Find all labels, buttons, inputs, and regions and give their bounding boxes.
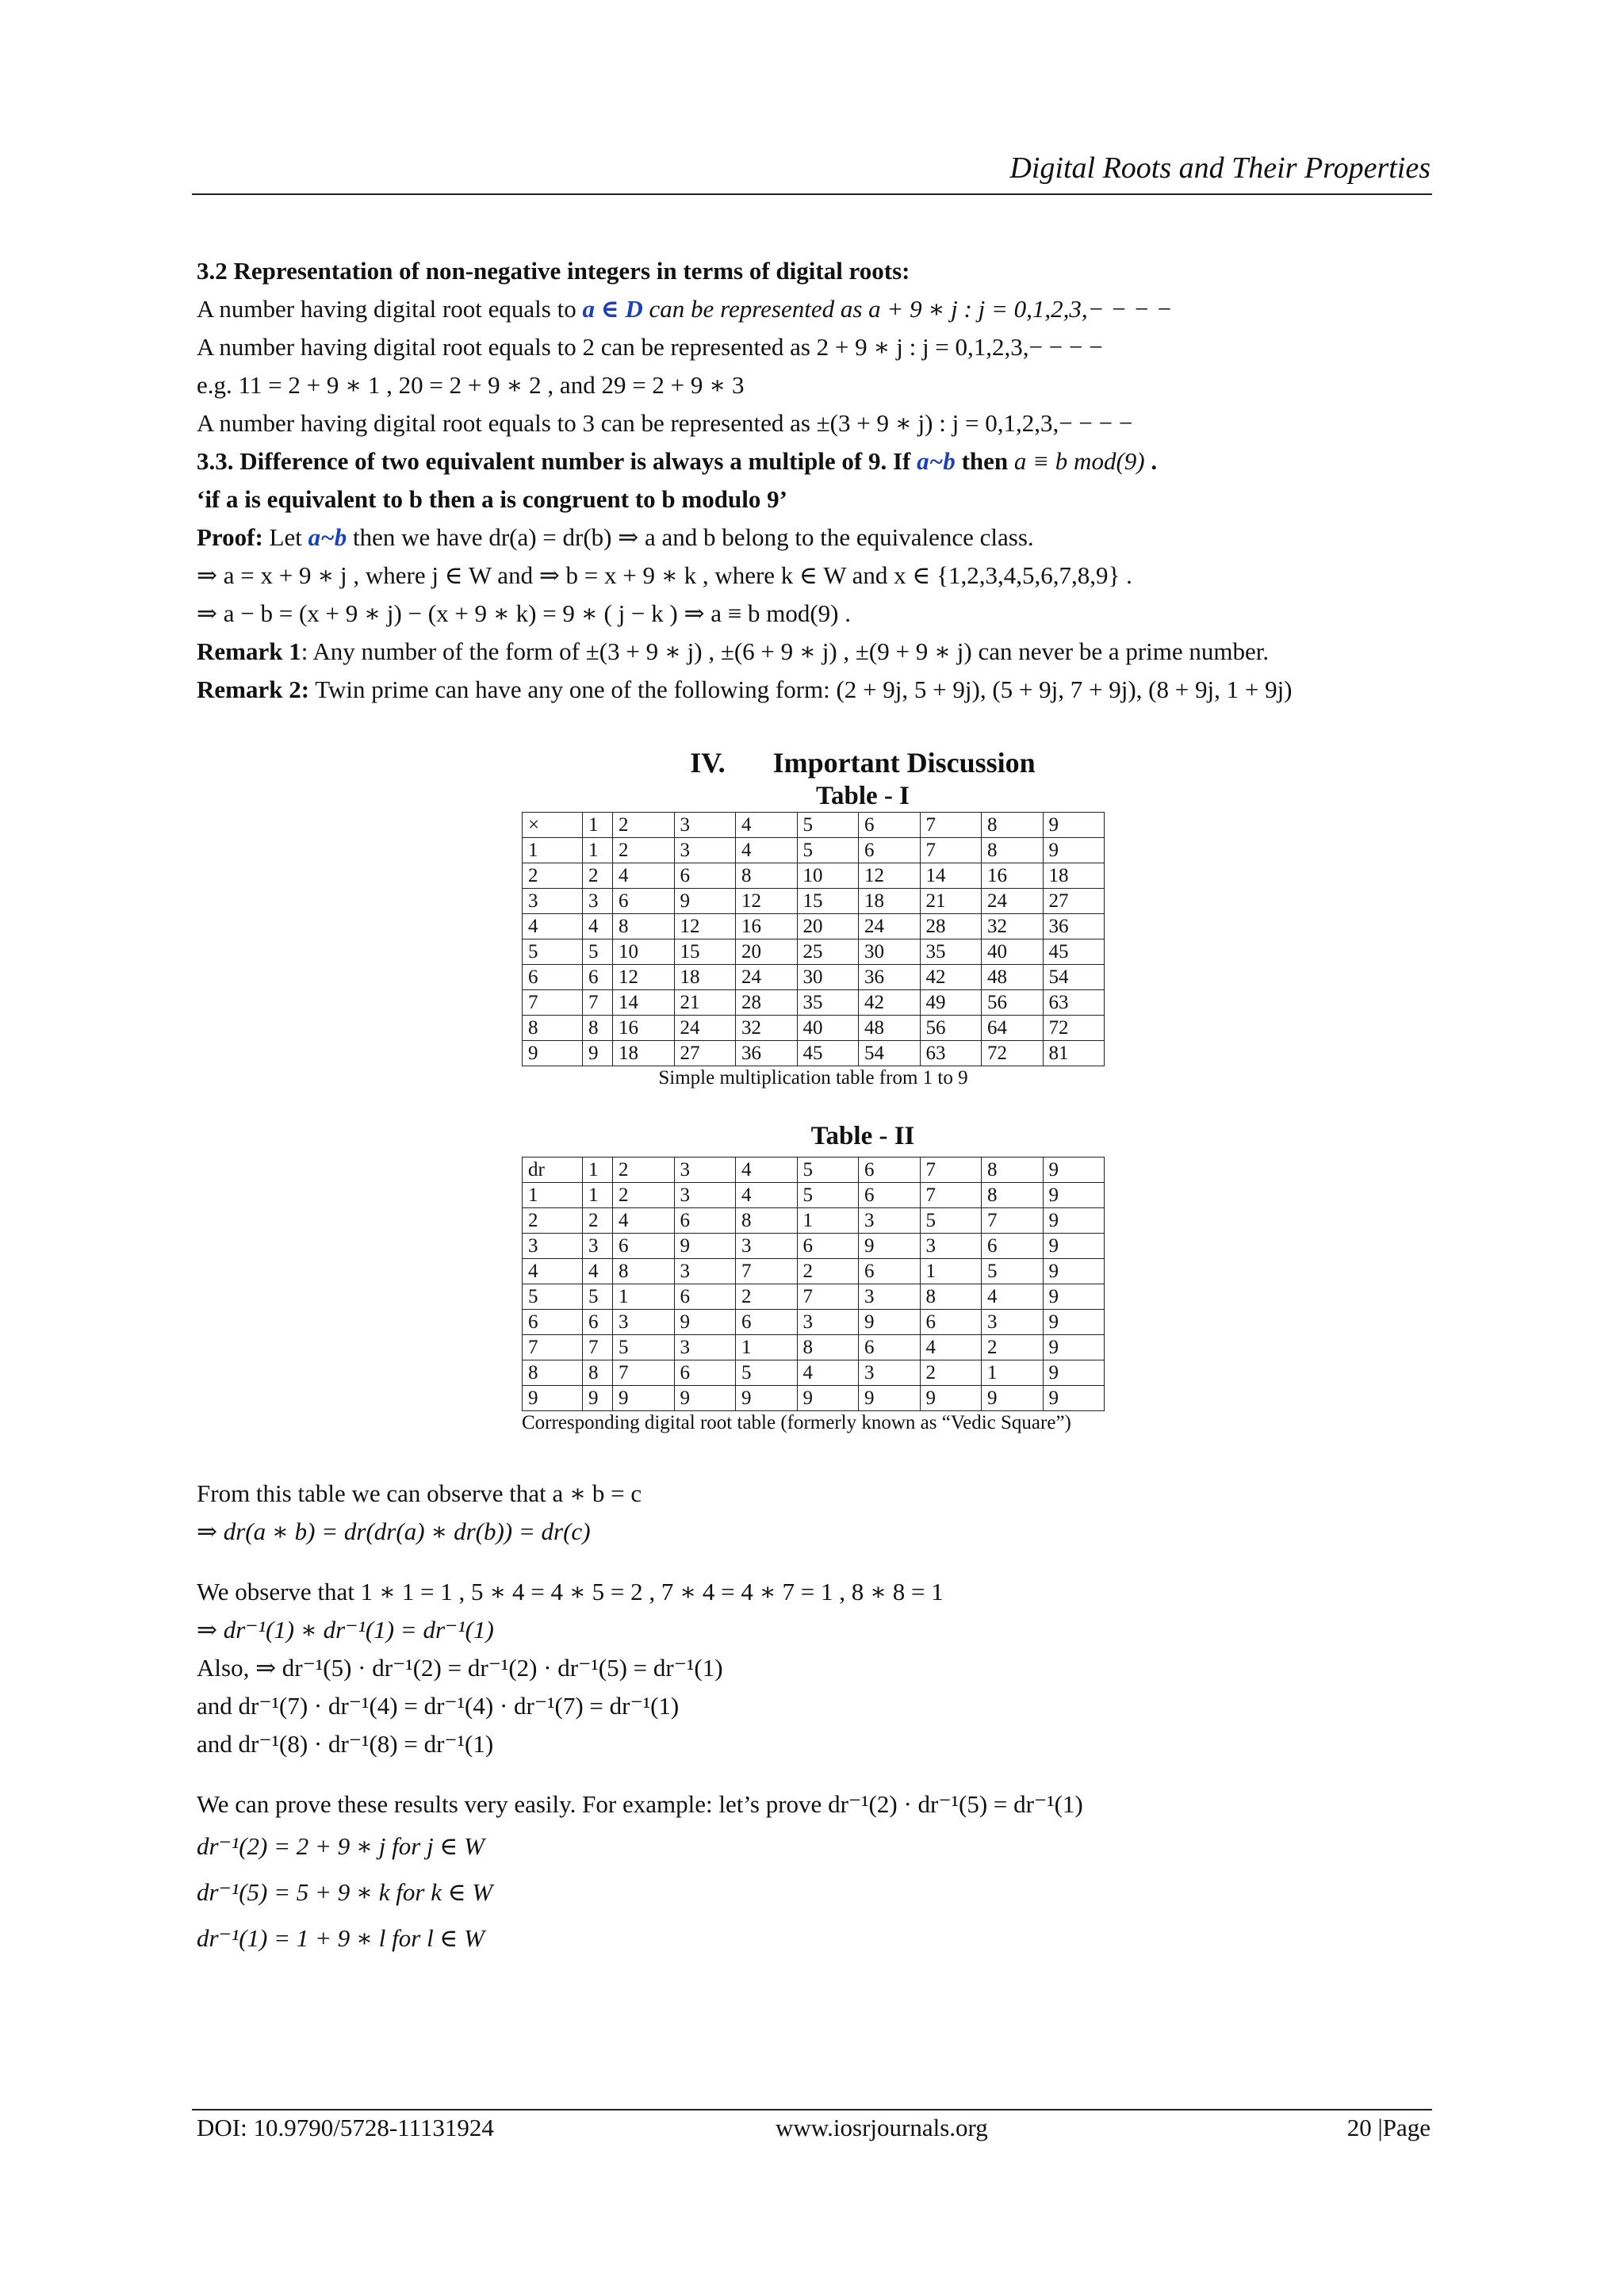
table-cell: 3 xyxy=(583,889,613,914)
table-cell: 8 xyxy=(736,863,798,889)
table-cell: 7 xyxy=(920,1158,982,1183)
table-row xyxy=(523,1041,1105,1066)
table-cell: 81 xyxy=(1043,1041,1105,1066)
table-cell: 5 xyxy=(736,1360,798,1386)
table-cell: 6 xyxy=(583,1310,613,1335)
table-cell: 6 xyxy=(859,1335,921,1360)
table-cell: 3 xyxy=(736,1234,798,1259)
obs-line-8: We can prove these results very easily. For example: let’s prove dr⁻¹(2) · dr⁻¹(5) = dr⁻¹(1) xyxy=(197,1790,1083,1818)
obs-line-4: ⇒ dr⁻¹(1) ∗ dr⁻¹(1) = dr⁻¹(1) xyxy=(197,1616,494,1644)
table-cell: 8 xyxy=(920,1284,982,1310)
table-cell: 8 xyxy=(583,1360,613,1386)
table-cell: 9 xyxy=(1043,1284,1105,1310)
table-cell: 3 xyxy=(797,1310,859,1335)
table-cell: 8 xyxy=(613,914,675,939)
table-cell: 24 xyxy=(982,889,1044,914)
table-cell: 5 xyxy=(797,838,859,863)
table-cell: 56 xyxy=(982,990,1044,1016)
table-1-caption: Simple multiplication table from 1 to 9 xyxy=(658,1067,968,1089)
remark-2 xyxy=(197,671,1434,709)
sec33-heading-end: . xyxy=(1144,447,1158,475)
table-row xyxy=(523,889,1105,914)
table-cell: 4 xyxy=(583,1259,613,1284)
table-cell: 9 xyxy=(1043,838,1105,863)
header-rule xyxy=(192,193,1432,195)
table-cell: 1 xyxy=(613,1284,675,1310)
table-cell: 9 xyxy=(674,889,736,914)
table-cell: 49 xyxy=(920,990,982,1016)
table-cell: 30 xyxy=(859,939,921,965)
footer-page-number: 20 |Page xyxy=(1346,2114,1431,2141)
sec32-line-2: A number having digital root equals to 2 can be represented as 2 + 9 ∗ j : j = 0,1,2,3,− − − − xyxy=(197,333,1103,361)
table-cell: 1 xyxy=(523,838,583,863)
table-cell: 8 xyxy=(982,838,1044,863)
table-cell: 12 xyxy=(674,914,736,939)
footer-rule xyxy=(192,2109,1432,2110)
table-cell: 4 xyxy=(583,914,613,939)
obs-line-2: ⇒ dr(a ∗ b) = dr(dr(a) ∗ dr(b)) = dr(c) xyxy=(197,1517,591,1545)
table-cell: 32 xyxy=(736,1016,798,1041)
table-cell: 12 xyxy=(613,965,675,990)
table-cell: 1 xyxy=(982,1360,1044,1386)
sec33-heading-then: then xyxy=(955,447,1014,475)
remark-2-label: Remark 2: xyxy=(197,675,310,703)
proof-let: Let xyxy=(262,523,308,551)
table-cell: 5 xyxy=(797,813,859,838)
table-cell: 2 xyxy=(797,1259,859,1284)
table-cell: 48 xyxy=(859,1016,921,1041)
table-cell: 9 xyxy=(674,1310,736,1335)
table-cell: 18 xyxy=(674,965,736,990)
table-cell: 12 xyxy=(859,863,921,889)
footer-doi: DOI: 10.9790/5728-11131924 xyxy=(197,2114,494,2141)
table-cell: 1 xyxy=(583,1158,613,1183)
table-cell: 3 xyxy=(859,1208,921,1234)
table-cell: 35 xyxy=(797,990,859,1016)
table-cell: 18 xyxy=(613,1041,675,1066)
table-cell: 6 xyxy=(982,1234,1044,1259)
table-cell: 2 xyxy=(613,1183,675,1208)
table-cell: 7 xyxy=(523,1335,583,1360)
table-row xyxy=(523,1016,1105,1041)
table-cell: 40 xyxy=(797,1016,859,1041)
sec33-heading-math: a ≡ b mod(9) xyxy=(1013,447,1145,475)
table-cell: 8 xyxy=(736,1208,798,1234)
table-cell: 1 xyxy=(736,1335,798,1360)
table-cell: 32 xyxy=(982,914,1044,939)
table-cell: 24 xyxy=(674,1016,736,1041)
table-cell: 4 xyxy=(613,1208,675,1234)
table-cell: 8 xyxy=(982,1183,1044,1208)
remark-1-label: Remark 1 xyxy=(197,637,301,665)
table-cell: 8 xyxy=(797,1335,859,1360)
table-cell: 6 xyxy=(523,965,583,990)
proof-label: Proof: xyxy=(197,523,263,551)
table-cell: 9 xyxy=(736,1386,798,1411)
table-cell: 4 xyxy=(613,863,675,889)
table-cell: 3 xyxy=(674,1335,736,1360)
table-cell: 24 xyxy=(736,965,798,990)
obs-line-9: dr⁻¹(2) = 2 + 9 ∗ j for j ∈ W xyxy=(197,1832,485,1860)
table-cell: 2 xyxy=(613,813,675,838)
table-cell: 9 xyxy=(920,1386,982,1411)
table-cell: 3 xyxy=(674,838,736,863)
table-2-caption: Corresponding digital root table (formerly known as “Vedic Square”) xyxy=(522,1412,1071,1433)
table-cell: 9 xyxy=(613,1386,675,1411)
table-cell: 2 xyxy=(920,1360,982,1386)
table-cell: 2 xyxy=(523,1208,583,1234)
table-cell: 40 xyxy=(982,939,1044,965)
proof-line-1 xyxy=(197,519,1434,557)
table-cell: 5 xyxy=(583,1284,613,1310)
table-cell: 27 xyxy=(1043,889,1105,914)
table-cell: 6 xyxy=(859,838,921,863)
page-body xyxy=(197,252,1434,1961)
remark-2-text: Twin prime can have any one of the following form: (2 + 9j, 5 + 9j), (5 + 9j, 7 + 9j), (8 + 9j, 1 + 9j) xyxy=(309,675,1293,703)
table-cell: 9 xyxy=(859,1386,921,1411)
table-cell: 15 xyxy=(797,889,859,914)
table-cell: 7 xyxy=(583,990,613,1016)
table-cell: 5 xyxy=(583,939,613,965)
table-cell: 5 xyxy=(797,1183,859,1208)
table-row xyxy=(523,914,1105,939)
section-iv-heading xyxy=(197,745,1434,780)
table-cell: 2 xyxy=(613,1158,675,1183)
table-cell: 3 xyxy=(859,1360,921,1386)
table-cell: 5 xyxy=(982,1259,1044,1284)
table-row xyxy=(523,1360,1105,1386)
table-cell: 42 xyxy=(920,965,982,990)
table-row xyxy=(523,1335,1105,1360)
table-row xyxy=(523,1310,1105,1335)
table-cell: 6 xyxy=(797,1234,859,1259)
table-cell: 7 xyxy=(583,1335,613,1360)
table-cell: 5 xyxy=(523,939,583,965)
table-cell: 3 xyxy=(583,1234,613,1259)
table-cell: 4 xyxy=(736,1183,798,1208)
table-cell: 9 xyxy=(859,1234,921,1259)
table-cell: 3 xyxy=(674,1158,736,1183)
table-cell: 7 xyxy=(982,1208,1044,1234)
table-row xyxy=(523,965,1105,990)
proof-line-2: ⇒ a = x + 9 ∗ j , where j ∈ W and ⇒ b = x + 9 ∗ k , where k ∈ W and x ∈ {1,2,3,4,5,6,7,8,9} . xyxy=(197,561,1132,589)
table-cell: 6 xyxy=(583,965,613,990)
table-cell: 3 xyxy=(674,1259,736,1284)
table-cell: 1 xyxy=(920,1259,982,1284)
table-row xyxy=(523,863,1105,889)
table-cell: 63 xyxy=(920,1041,982,1066)
table-cell: 36 xyxy=(859,965,921,990)
table-cell: 6 xyxy=(523,1310,583,1335)
table-cell: 14 xyxy=(613,990,675,1016)
table-cell: 10 xyxy=(797,863,859,889)
table-row xyxy=(523,838,1105,863)
table-cell: 28 xyxy=(920,914,982,939)
table-cell: 9 xyxy=(583,1041,613,1066)
a-equiv-b-symbol: a~b xyxy=(917,447,956,475)
section-3-3-heading xyxy=(197,442,1434,480)
obs-line-6: and dr⁻¹(7) · dr⁻¹(4) = dr⁻¹(4) · dr⁻¹(7) = dr⁻¹(1) xyxy=(197,1692,680,1720)
table-cell: 48 xyxy=(982,965,1044,990)
table-cell: 7 xyxy=(920,813,982,838)
table-cell: 14 xyxy=(920,863,982,889)
table-cell: 16 xyxy=(982,863,1044,889)
table-cell: 9 xyxy=(1043,1259,1105,1284)
table-cell: 9 xyxy=(523,1386,583,1411)
table-row xyxy=(523,1259,1105,1284)
table-cell: × xyxy=(523,813,583,838)
table-cell: 35 xyxy=(920,939,982,965)
table-cell: 6 xyxy=(859,813,921,838)
table-cell: 9 xyxy=(1043,1310,1105,1335)
table-cell: 6 xyxy=(674,1284,736,1310)
table-cell: 6 xyxy=(920,1310,982,1335)
table-cell: 18 xyxy=(1043,863,1105,889)
table-cell: 5 xyxy=(920,1208,982,1234)
table-cell: 3 xyxy=(920,1234,982,1259)
table-cell: 9 xyxy=(523,1041,583,1066)
table-cell: 15 xyxy=(674,939,736,965)
table-cell: 54 xyxy=(1043,965,1105,990)
table-cell: 7 xyxy=(920,1183,982,1208)
section-iv-title: Important Discussion xyxy=(772,747,1036,779)
table-row xyxy=(523,1234,1105,1259)
sec32-l1-math: can be represented as a + 9 ∗ j : j = 0,1,2,3,− − − − xyxy=(642,295,1173,323)
section-iv-number: IV. xyxy=(690,747,726,779)
remark-1 xyxy=(197,633,1434,671)
table-cell: 3 xyxy=(674,1183,736,1208)
table-cell: 16 xyxy=(736,914,798,939)
footer-website: www.iosrjournals.org xyxy=(776,2114,988,2141)
table-cell: 20 xyxy=(736,939,798,965)
table-cell: 2 xyxy=(613,838,675,863)
table-cell: 2 xyxy=(982,1335,1044,1360)
table-cell: 3 xyxy=(674,813,736,838)
table-cell: 72 xyxy=(982,1041,1044,1066)
a-in-D-symbol: a ∈ D xyxy=(582,295,643,323)
obs-line-5: Also, ⇒ dr⁻¹(5) · dr⁻¹(2) = dr⁻¹(2) · dr⁻¹(5) = dr⁻¹(1) xyxy=(197,1654,723,1682)
table-cell: 1 xyxy=(583,1183,613,1208)
table-cell: 3 xyxy=(859,1284,921,1310)
table-cell: 3 xyxy=(523,889,583,914)
sec33-heading-text: 3.3. Difference of two equivalent number is always a multiple of 9. If xyxy=(197,447,917,475)
table-cell: 9 xyxy=(1043,1158,1105,1183)
table-cell: 8 xyxy=(982,1158,1044,1183)
table-cell: 6 xyxy=(859,1158,921,1183)
table-cell: 27 xyxy=(674,1041,736,1066)
obs-line-1: From this table we can observe that a ∗ b = c xyxy=(197,1479,642,1507)
table-cell: 9 xyxy=(674,1386,736,1411)
table-cell: 9 xyxy=(1043,1386,1105,1411)
obs-line-7: and dr⁻¹(8) · dr⁻¹(8) = dr⁻¹(1) xyxy=(197,1730,494,1758)
table-cell: 4 xyxy=(797,1360,859,1386)
table-cell: 12 xyxy=(736,889,798,914)
table-cell: 7 xyxy=(797,1284,859,1310)
table-cell: 45 xyxy=(1043,939,1105,965)
table-row xyxy=(523,1284,1105,1310)
table-cell: 25 xyxy=(797,939,859,965)
table-cell: 9 xyxy=(1043,1234,1105,1259)
table-cell: 8 xyxy=(583,1016,613,1041)
table-cell: 24 xyxy=(859,914,921,939)
table-cell: 4 xyxy=(523,1259,583,1284)
table-cell: 28 xyxy=(736,990,798,1016)
table-cell: 4 xyxy=(982,1284,1044,1310)
sec32-line-3: e.g. 11 = 2 + 9 ∗ 1 , 20 = 2 + 9 ∗ 2 , and 29 = 2 + 9 ∗ 3 xyxy=(197,371,745,399)
table-cell: 1 xyxy=(523,1183,583,1208)
digital-root-table xyxy=(522,1157,1105,1411)
proof-line-3: ⇒ a − b = (x + 9 ∗ j) − (x + 9 ∗ k) = 9 ∗ ( j − k ) ⇒ a ≡ b mod(9) . xyxy=(197,599,851,627)
obs-line-10: dr⁻¹(5) = 5 + 9 ∗ k for k ∈ W xyxy=(197,1878,493,1906)
table-cell: 6 xyxy=(859,1259,921,1284)
table-cell: 5 xyxy=(613,1335,675,1360)
table-cell: 30 xyxy=(797,965,859,990)
table-cell: 8 xyxy=(523,1016,583,1041)
table-row xyxy=(523,1183,1105,1208)
table-cell: 18 xyxy=(859,889,921,914)
sec32-line-1 xyxy=(197,290,1434,328)
table-cell: 2 xyxy=(523,863,583,889)
table-cell: 2 xyxy=(583,863,613,889)
table-cell: 4 xyxy=(736,1158,798,1183)
table-cell: 9 xyxy=(1043,1360,1105,1386)
table-1-title: Table - I xyxy=(816,782,910,810)
sec33-quote: ‘if a is equivalent to b then a is congruent to b modulo 9’ xyxy=(197,485,787,513)
table-cell: 6 xyxy=(736,1310,798,1335)
table-cell: 7 xyxy=(920,838,982,863)
table-cell: 7 xyxy=(523,990,583,1016)
table-cell: 9 xyxy=(982,1386,1044,1411)
section-3-2-heading: 3.2 Representation of non-negative integers in terms of digital roots: xyxy=(197,257,910,285)
table-row xyxy=(523,990,1105,1016)
proof-a-equiv-b-symbol: a~b xyxy=(308,523,347,551)
sec32-line-4: A number having digital root equals to 3 can be represented as ±(3 + 9 ∗ j) : j = 0,1,2,3,− − − − xyxy=(197,409,1133,437)
table-cell: 9 xyxy=(583,1386,613,1411)
table-cell: 6 xyxy=(674,1208,736,1234)
table-cell: 8 xyxy=(613,1259,675,1284)
table-cell: 16 xyxy=(613,1016,675,1041)
table-row xyxy=(523,939,1105,965)
table-row xyxy=(523,1208,1105,1234)
table-cell: 3 xyxy=(523,1234,583,1259)
table-cell: 56 xyxy=(920,1016,982,1041)
table-cell: 54 xyxy=(859,1041,921,1066)
table-cell: 72 xyxy=(1043,1016,1105,1041)
obs-line-3: We observe that 1 ∗ 1 = 1 , 5 ∗ 4 = 4 ∗ 5 = 2 , 7 ∗ 4 = 4 ∗ 7 = 1 , 8 ∗ 8 = 1 xyxy=(197,1578,944,1605)
table-row xyxy=(523,813,1105,838)
table-row xyxy=(523,1158,1105,1183)
table-cell: 9 xyxy=(859,1310,921,1335)
table-cell: 63 xyxy=(1043,990,1105,1016)
table-cell: 4 xyxy=(736,813,798,838)
table-cell: 10 xyxy=(613,939,675,965)
table-row xyxy=(523,1386,1105,1411)
table-cell: 21 xyxy=(674,990,736,1016)
table-cell: 64 xyxy=(982,1016,1044,1041)
table-cell: 45 xyxy=(797,1041,859,1066)
table-cell: 9 xyxy=(797,1386,859,1411)
table-cell: 8 xyxy=(982,813,1044,838)
table-cell: 6 xyxy=(613,1234,675,1259)
table-cell: 36 xyxy=(1043,914,1105,939)
table-cell: 36 xyxy=(736,1041,798,1066)
table-cell: 1 xyxy=(583,813,613,838)
proof-text: then we have dr(a) = dr(b) ⇒ a and b belong to the equivalence class. xyxy=(347,523,1034,551)
multiplication-table xyxy=(522,812,1105,1066)
table-cell: 5 xyxy=(523,1284,583,1310)
table-cell: 7 xyxy=(613,1360,675,1386)
sec32-l1-text: A number having digital root equals to xyxy=(197,295,583,323)
table-cell: 4 xyxy=(920,1335,982,1360)
table-cell: 8 xyxy=(523,1360,583,1386)
table-cell: 42 xyxy=(859,990,921,1016)
table-cell: 6 xyxy=(613,889,675,914)
table-cell: 7 xyxy=(736,1259,798,1284)
remark-1-text: : Any number of the form of ±(3 + 9 ∗ j) , ±(6 + 9 ∗ j) , ±(9 + 9 ∗ j) can never be a prime number. xyxy=(301,637,1270,665)
table-cell: 1 xyxy=(583,838,613,863)
table-2-title: Table - II xyxy=(810,1122,915,1150)
table-cell: 9 xyxy=(674,1234,736,1259)
table-cell: 3 xyxy=(613,1310,675,1335)
table-cell: 4 xyxy=(523,914,583,939)
table-cell: 9 xyxy=(1043,813,1105,838)
obs-line-11: dr⁻¹(1) = 1 + 9 ∗ l for l ∈ W xyxy=(197,1924,485,1952)
table-cell: 6 xyxy=(859,1183,921,1208)
table-cell: 2 xyxy=(583,1208,613,1234)
table-cell: 9 xyxy=(1043,1335,1105,1360)
table-cell: dr xyxy=(523,1158,583,1183)
table-cell: 20 xyxy=(797,914,859,939)
table-cell: 4 xyxy=(736,838,798,863)
table-cell: 5 xyxy=(797,1158,859,1183)
table-cell: 6 xyxy=(674,863,736,889)
running-title: Digital Roots and Their Properties xyxy=(1009,151,1431,185)
table-cell: 21 xyxy=(920,889,982,914)
table-cell: 6 xyxy=(674,1360,736,1386)
table-cell: 9 xyxy=(1043,1208,1105,1234)
table-cell: 9 xyxy=(1043,1183,1105,1208)
table-cell: 2 xyxy=(736,1284,798,1310)
table-cell: 3 xyxy=(982,1310,1044,1335)
table-cell: 1 xyxy=(797,1208,859,1234)
